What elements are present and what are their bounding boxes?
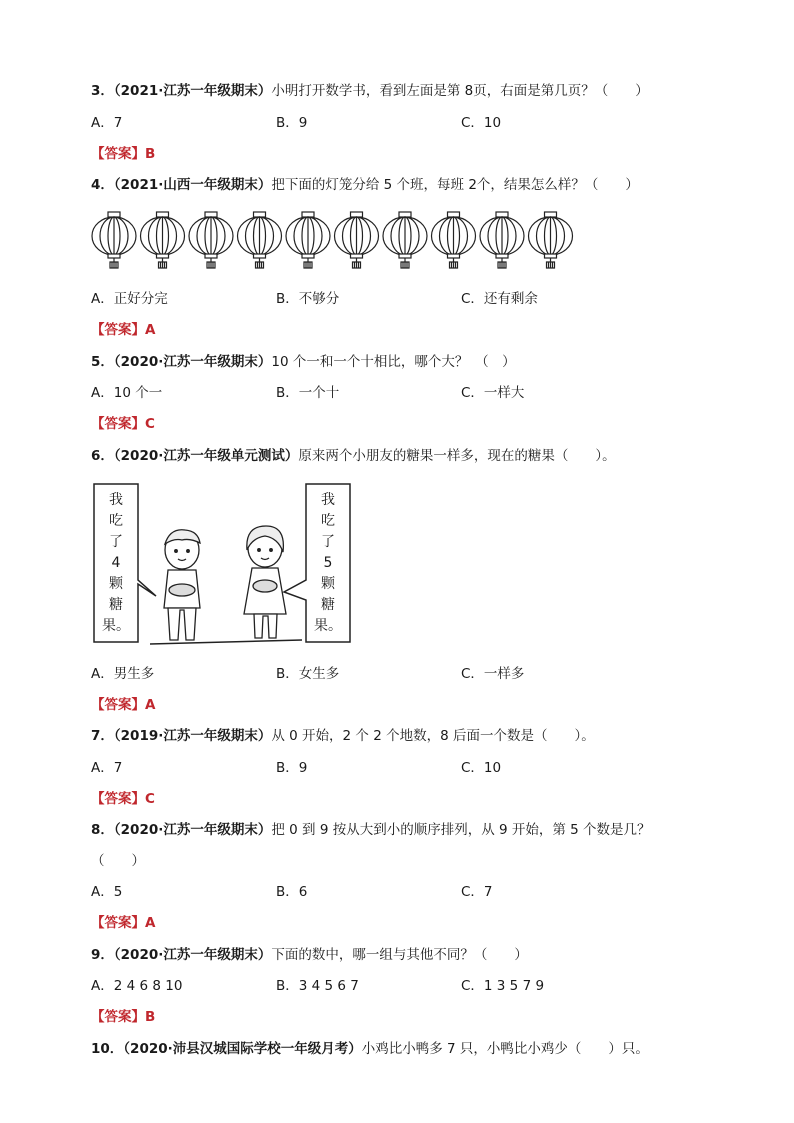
question-6 xyxy=(91,447,616,465)
option-a: A．正好分完 xyxy=(91,291,168,307)
option-a: A．7 xyxy=(91,115,123,131)
option-b: B．9 xyxy=(276,760,308,776)
bubble-char: 了 xyxy=(109,534,123,550)
bubble-char: 我 xyxy=(109,492,123,508)
question-10 xyxy=(91,1040,649,1058)
lantern-icon xyxy=(529,212,573,268)
option-b: B．女生多 xyxy=(276,666,340,682)
question-8 xyxy=(91,821,651,839)
answer-9: 【答案】B xyxy=(91,1009,156,1025)
question-number: 9． xyxy=(91,947,114,963)
lantern-icon xyxy=(238,212,282,268)
answer-7: 【答案】C xyxy=(91,791,155,807)
option-a: A．7 xyxy=(91,760,123,776)
lantern-icon xyxy=(480,212,524,268)
answer-4: 【答案】A xyxy=(91,322,156,338)
question-text: 把 0 到 9 按从大到小的顺序排列，从 9 开始，第 5 个数是几？ xyxy=(271,822,651,838)
question-source: （2020·江苏一年级单元测试） xyxy=(113,448,299,464)
question-source: （2019·江苏一年级期末） xyxy=(113,728,272,744)
option-b: B．不够分 xyxy=(276,291,340,307)
lantern-icon xyxy=(92,212,136,268)
option-a: A．10 个一 xyxy=(91,385,163,401)
question-text: 小鸡比小鸭多 7 只，小鸭比小鸡少（ ）只。 xyxy=(361,1041,649,1057)
option-a: A．男生多 xyxy=(91,666,155,682)
option-a: A．2 4 6 8 10 xyxy=(91,978,183,994)
answer-8: 【答案】A xyxy=(91,915,156,931)
question-text: 从 0 开始，2 个 2 个地数，8 后面一个数是（ ）。 xyxy=(271,728,595,744)
bubble-char: 颗 xyxy=(109,576,123,592)
bubble-char: 吃 xyxy=(109,513,123,529)
bubble-char: 5 xyxy=(323,555,333,571)
option-c: C．一样大 xyxy=(461,385,525,401)
speech-bubble-boy xyxy=(96,490,136,637)
option-c: C．1 3 5 7 9 xyxy=(461,978,545,994)
option-b: B．一个十 xyxy=(276,385,340,401)
girl-figure xyxy=(244,526,286,638)
bubble-char: 果。 xyxy=(102,618,130,634)
lantern-icon xyxy=(432,212,476,268)
option-c: C．10 xyxy=(461,115,502,131)
bubble-char: 我 xyxy=(321,492,335,508)
question-5 xyxy=(91,353,516,371)
question-text: 小明打开数学书，看到左面是第 8页，右面是第几页？（ ） xyxy=(271,83,649,99)
question-source: （2020·江苏一年级期末） xyxy=(113,822,272,838)
question-source: （2021·江苏一年级期末） xyxy=(113,83,272,99)
bubble-char: 果。 xyxy=(314,618,342,634)
bubble-char: 糖 xyxy=(109,597,123,613)
question-number: 7． xyxy=(91,728,114,744)
question-text: 原来两个小朋友的糖果一样多，现在的糖果（ ）。 xyxy=(298,448,616,464)
question-3 xyxy=(91,82,649,100)
option-c: C．7 xyxy=(461,884,493,900)
question-source: （2020·江苏一年级期末） xyxy=(113,354,272,370)
answer-5: 【答案】C xyxy=(91,416,155,432)
question-source: （2020·江苏一年级期末） xyxy=(113,947,272,963)
question-number: 3． xyxy=(91,83,114,99)
lantern-icon xyxy=(383,212,427,268)
lantern-icon xyxy=(286,212,330,268)
option-c: C．一样多 xyxy=(461,666,525,682)
lantern-icon xyxy=(189,212,233,268)
lanterns-illustration xyxy=(90,210,580,272)
option-b: B．3 4 5 6 7 xyxy=(276,978,359,994)
question-text: 10 个一和一个十相比，哪个大？ （ ） xyxy=(271,354,516,370)
answer-3: 【答案】B xyxy=(91,146,156,162)
lantern-icon xyxy=(335,212,379,268)
question-number: 10． xyxy=(91,1041,124,1057)
question-7 xyxy=(91,727,595,745)
option-c: C．还有剩余 xyxy=(461,291,538,307)
question-text: 下面的数中，哪一组与其他不同？（ ） xyxy=(271,947,528,963)
answer-6: 【答案】A xyxy=(91,697,156,713)
bubble-char: 了 xyxy=(321,534,335,550)
question-source: （2021·山西一年级期末） xyxy=(113,177,272,193)
question-source: （2020·沛县汉城国际学校一年级月考） xyxy=(123,1041,362,1057)
bubble-char: 颗 xyxy=(321,576,335,592)
question-number: 4． xyxy=(91,177,114,193)
question-number: 8． xyxy=(91,822,114,838)
option-b: B．6 xyxy=(276,884,308,900)
option-c: C．10 xyxy=(461,760,502,776)
bubble-char: 糖 xyxy=(321,597,335,613)
option-a: A．5 xyxy=(91,884,123,900)
question-9 xyxy=(91,946,528,964)
question-number: 5． xyxy=(91,354,114,370)
speech-bubble-girl xyxy=(308,490,348,637)
lantern-icon xyxy=(141,212,185,268)
question-number: 6． xyxy=(91,448,114,464)
children-illustration xyxy=(90,480,370,650)
bubble-char: 吃 xyxy=(321,513,335,529)
boy-figure xyxy=(164,530,200,640)
question-8-blank: （ ） xyxy=(91,853,145,869)
question-4 xyxy=(91,176,639,194)
bubble-char: 4 xyxy=(111,555,121,571)
option-b: B．9 xyxy=(276,115,308,131)
question-text: 把下面的灯笼分给 5 个班，每班 2个，结果怎么样？（ ） xyxy=(271,177,639,193)
